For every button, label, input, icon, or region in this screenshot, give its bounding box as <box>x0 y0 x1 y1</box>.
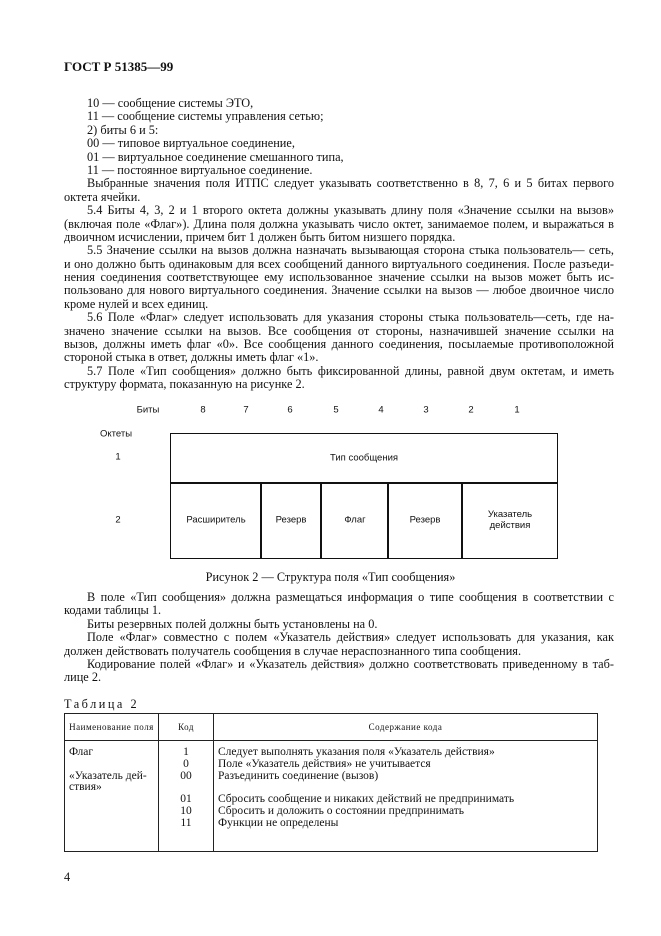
field-label: Тип сообщения <box>329 452 399 464</box>
text-line: октета ячейки. <box>64 189 141 204</box>
table-cell-line: 11 <box>180 816 192 829</box>
text-line: 11 — постоянное виртуальное соединение. <box>87 162 313 177</box>
text-line: 2) биты 6 и 5: <box>87 122 159 137</box>
column-header: Код <box>159 714 214 741</box>
table-cell-line: 0 <box>183 757 189 770</box>
text-line: 5.7 Поле «Тип сообщения» должно быть фиксированной длины, равной двум октетам, и иметь <box>87 364 614 378</box>
octets-label: Октеты <box>99 428 133 440</box>
text-block-1 <box>64 97 614 392</box>
bit-label: 3 <box>423 404 429 416</box>
text-line: двоичном исчислении, причем бит 1 должен быть битом низшего порядка. <box>64 229 456 244</box>
text-line: 11 — сообщение системы управления сетью; <box>87 109 324 124</box>
table-cell-line <box>69 759 158 771</box>
octet-1-label: 1 <box>115 451 121 463</box>
table-cell-line: Разъединить соединение (вызов) <box>218 769 379 782</box>
field-label: Резерв <box>275 514 307 526</box>
text-line: пользовано для нового виртуального соединения. Значение ссылки на вызов — любое двоичное число <box>64 284 614 298</box>
text-line: Поле «Флаг» совместно с полем «Указатель действия» следует использовать для указания, как <box>87 631 614 645</box>
text-line: 5.4 Биты 4, 3, 2 и 1 второго октета должны указывать длину поля «Значение ссылки на вызов» <box>87 204 614 218</box>
text-line: Кодирование полей «Флаг» и «Указатель действия» должно соответствовать приведенному в таб- <box>87 657 614 671</box>
text-line: Биты резервных полей должны быть установлены на 0. <box>87 616 378 631</box>
table-cell-line: Поле «Указатель действия» не учитывается <box>218 757 431 770</box>
text-line: кроме нулей и всех единиц. <box>64 296 209 311</box>
table-cell-line: 1 <box>183 746 189 758</box>
table-cell-line: 01 <box>180 793 192 806</box>
text-line: нения соединения соответствующее ему использованное значение ссылки на вызов может быть ис- <box>64 271 614 285</box>
table-cell-line: Сбросить сообщение и никаких действий не предпринимать <box>218 793 515 806</box>
codes-cell <box>159 741 214 852</box>
column-header: Содержание кода <box>214 714 598 741</box>
codes-table <box>64 713 598 852</box>
bit-label: 2 <box>468 404 474 416</box>
column-header: Наименование поля <box>65 714 159 741</box>
table-cell-line: Сбросить и доложить о состоянии предпринимать <box>218 804 465 817</box>
text-block-2 <box>64 591 614 685</box>
bit-label: 5 <box>333 404 339 416</box>
table-cell-line: ствия» <box>69 781 102 794</box>
page-number: 4 <box>64 870 71 884</box>
text-line: значено значение ссылки на вызов. Все сообщения от стороны, назначившей значение ссылки на <box>64 324 614 338</box>
field-label: Расширитель <box>186 514 246 526</box>
text-line: 5.5 Значение ссылки на вызов должна назначать вызывающая сторона стыка пользователь— сеть, <box>87 244 614 258</box>
bit-label: 1 <box>514 404 520 416</box>
text-line: (включая поле «Флаг»). Длина поля должна указывать число октет, занимаемое полем, и выражаться в <box>64 217 614 231</box>
table-label: Таблица 2 <box>64 697 140 711</box>
standard-header: ГОСТ Р 51385—99 <box>64 59 174 74</box>
text-line: 01 — виртуальное соединение смешанного типа, <box>87 149 344 164</box>
table-cell-line: Следует выполнять указания поля «Указатель действия» <box>218 746 495 758</box>
text-line: Выбранные значения поля ИТПС следует указывать соответственно в 8, 7, 6 и 5 битах первого <box>87 177 614 191</box>
field-label: Флаг <box>344 514 366 526</box>
table-cell-line: Функции не определены <box>218 816 339 829</box>
bits-label: Биты <box>136 404 160 416</box>
text-line: 10 — сообщение системы ЭТО, <box>87 96 254 110</box>
table-row <box>65 741 598 852</box>
bit-label: 8 <box>200 404 206 416</box>
table-cell-line: Флаг <box>69 746 94 758</box>
figure-caption: Рисунок 2 — Структура поля «Тип сообщения» <box>205 570 456 584</box>
table-header-row <box>65 714 598 741</box>
table-cell-line: 00 <box>180 769 192 782</box>
octet-2-label: 2 <box>115 514 121 526</box>
text-line: В поле «Тип сообщения» должна размещаться информация о типе сообщения в соответствии с <box>87 591 614 604</box>
field-names-cell <box>65 741 159 852</box>
text-line: 5.6 Поле «Флаг» следует использовать для указания стороны стыка пользователь—сеть, где на- <box>87 311 614 325</box>
field-label: Указатель действия <box>487 509 533 531</box>
text-line: 00 — типовое виртуальное соединение, <box>87 136 295 151</box>
text-line: кодами таблицы 1. <box>64 603 162 618</box>
text-line: и оно должно быть одинаковым для всех сообщений данного виртуального соединения. После разъеди- <box>64 257 614 271</box>
contents-cell <box>214 741 598 852</box>
text-line: вызов, должны иметь флаг «0». Все сообщения данного соединения, посылаемые противоположной <box>64 338 614 352</box>
bit-label: 7 <box>243 404 249 416</box>
bit-label: 4 <box>378 404 384 416</box>
table-cell-line: «Указатель дей- <box>69 769 147 782</box>
text-line: должен действовать получатель сообщения в случае нераспознанного типа сообщения. <box>64 643 522 658</box>
table-cell-line: 10 <box>180 804 192 817</box>
text-line: структуру формата, показанную на рисунке 2. <box>64 377 305 392</box>
bit-label: 6 <box>287 404 293 416</box>
text-line: лице 2. <box>64 670 102 685</box>
field-label: Резерв <box>409 514 441 526</box>
text-line: стороной стыка в ответ, должны иметь флаг «1». <box>64 350 319 365</box>
